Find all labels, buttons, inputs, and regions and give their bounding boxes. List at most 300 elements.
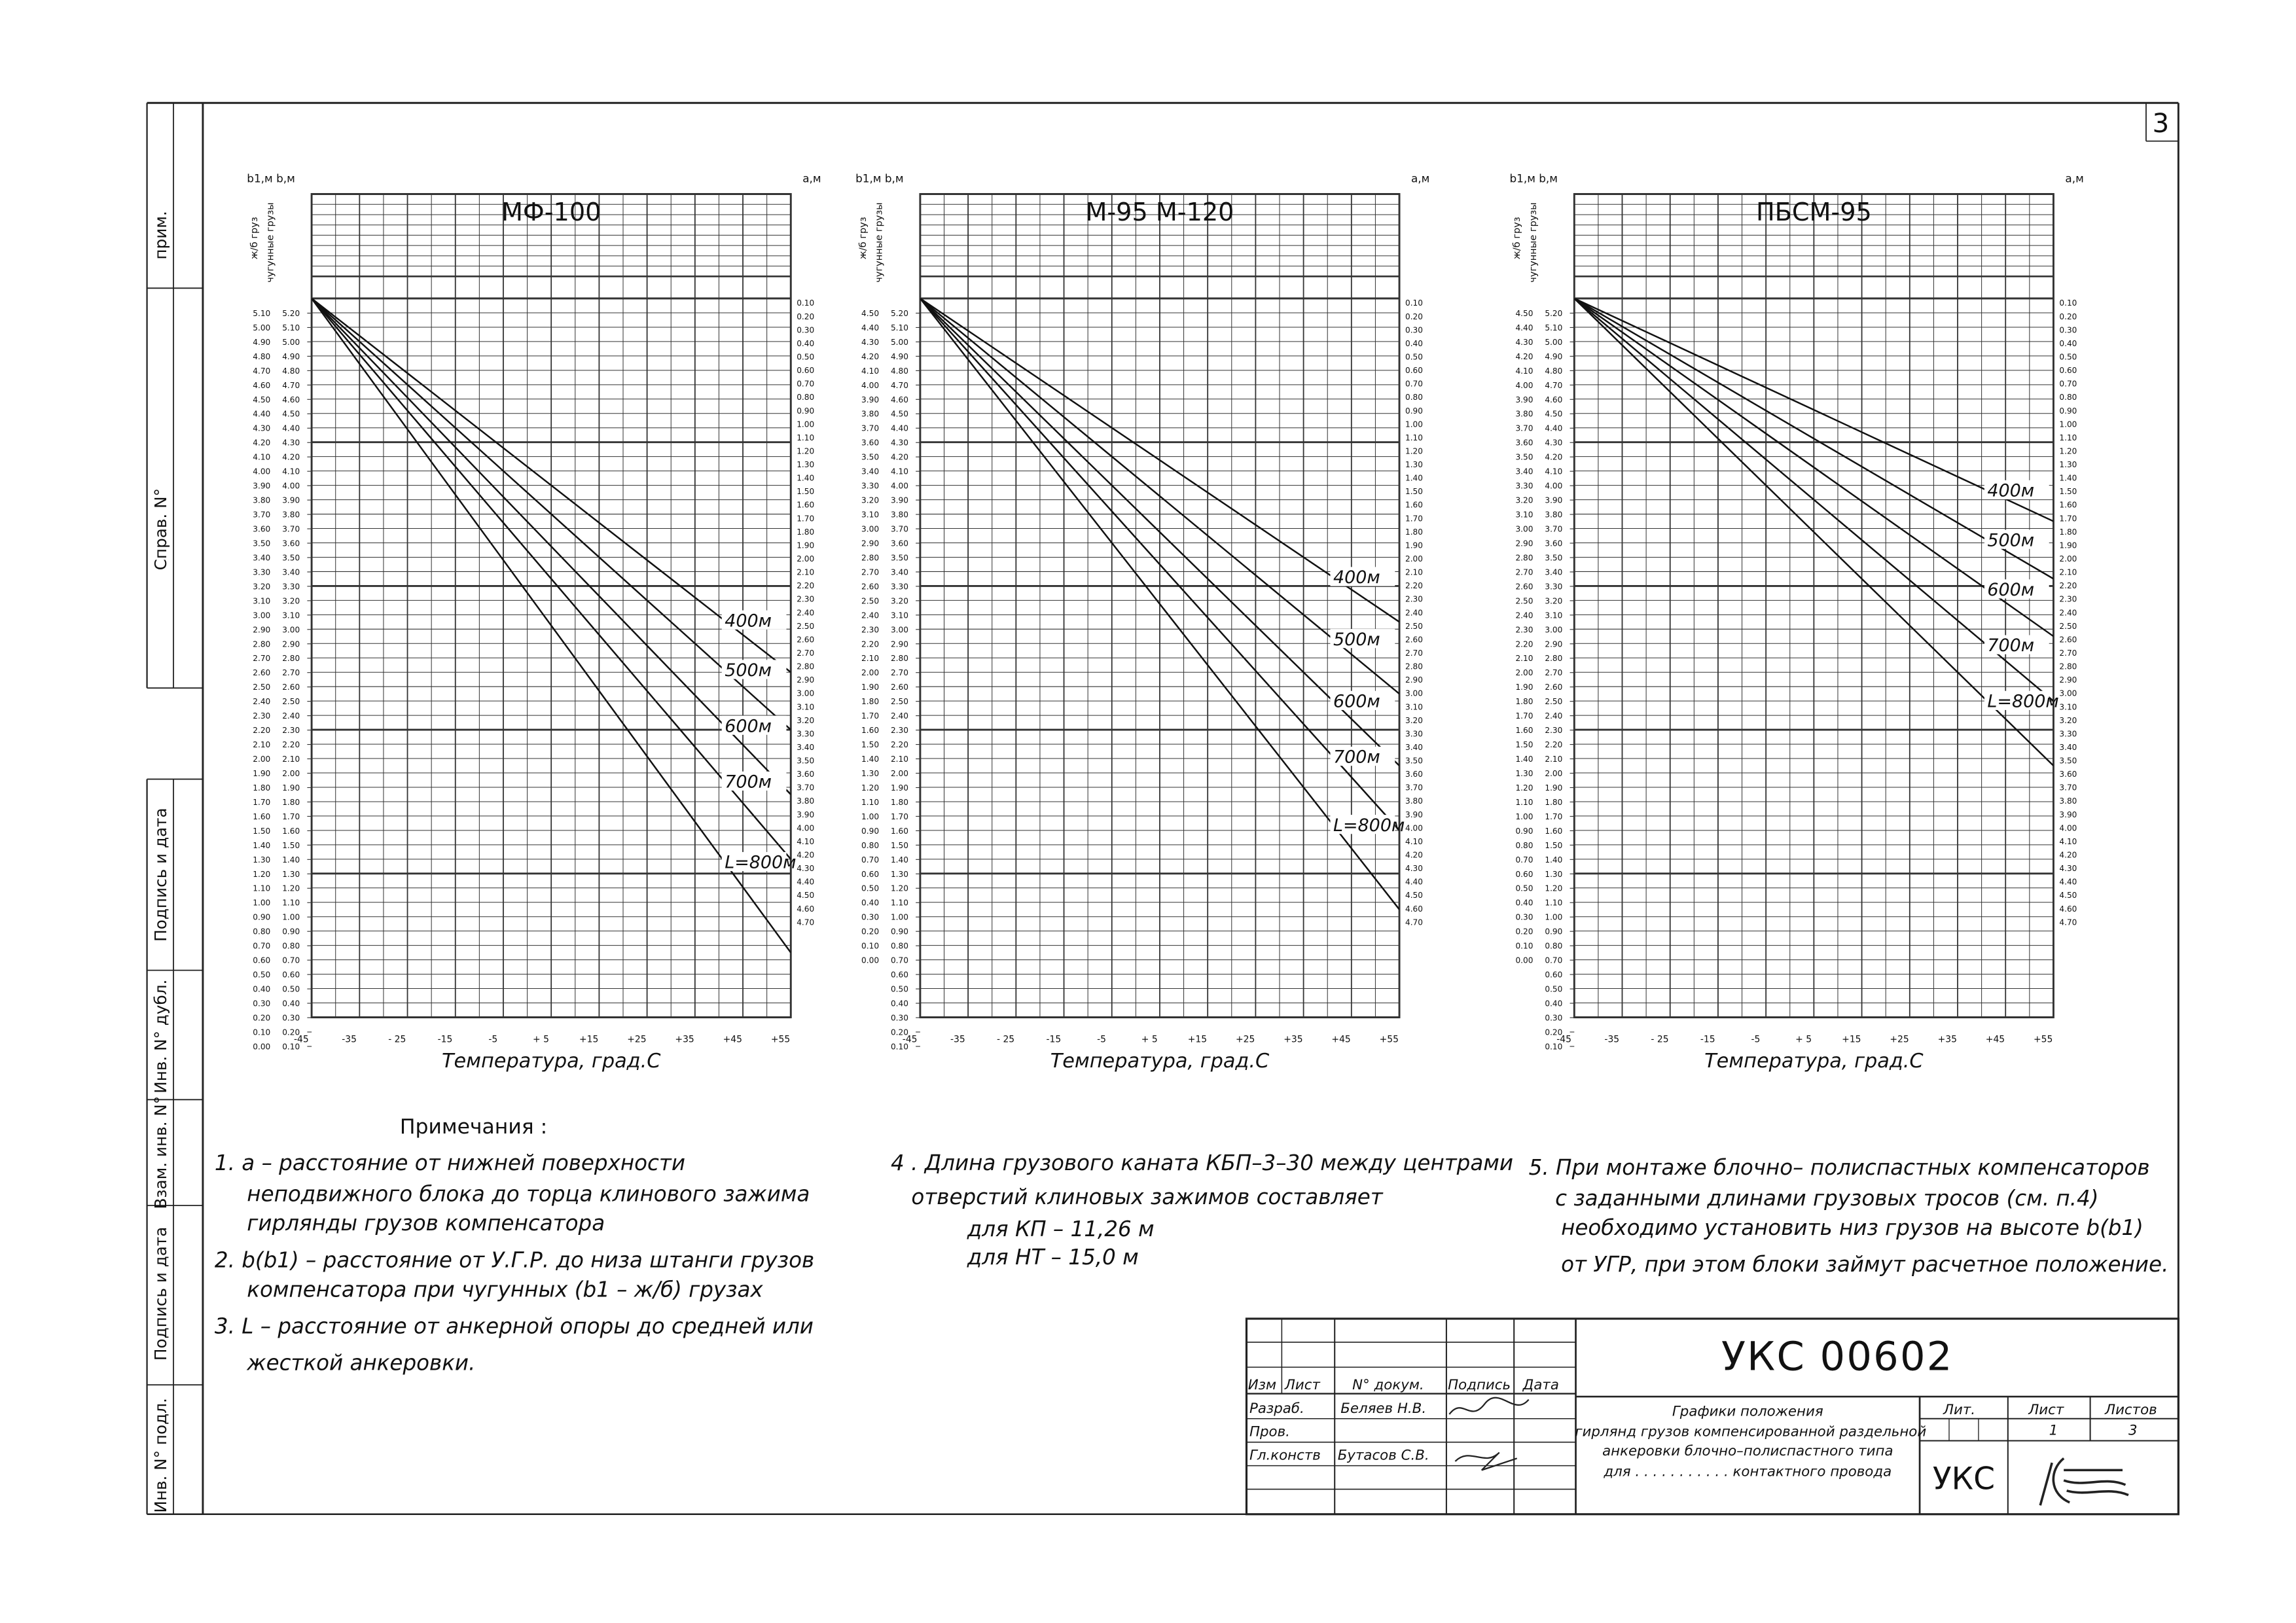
b-tick-label: 2.70 (1545, 668, 1563, 678)
b-tick-label: 0.60 (890, 970, 908, 980)
b1-tick-label: 4.80 (253, 351, 271, 361)
org-name: УКС (1932, 1461, 1996, 1497)
a-tick-label: 0.30 (797, 325, 815, 335)
b1-tick-label: 4.40 (1515, 323, 1534, 332)
a-tick-label: 4.60 (1405, 904, 1423, 914)
b1-tick-label: 1.00 (1515, 812, 1534, 821)
a-tick-label: 4.30 (2059, 864, 2077, 874)
b1-tick-label: 1.40 (1515, 755, 1534, 764)
b-tick-label: 2.20 (1545, 740, 1563, 750)
signature-razrab (1449, 1398, 1528, 1414)
b-tick-label: 4.20 (890, 452, 908, 462)
b1-tick-label: 4.30 (861, 337, 880, 347)
b1-tick-label: 3.20 (253, 582, 271, 592)
b1-tick-label: 2.80 (1515, 553, 1534, 563)
b-tick-label: 0.30 (890, 1013, 908, 1023)
b1-tick-label: 1.20 (1515, 783, 1534, 793)
b-tick-label: 4.60 (1545, 395, 1563, 404)
a-tick-label: 3.90 (1405, 810, 1423, 819)
b1-tick-label: 3.40 (1515, 467, 1534, 476)
a-tick-label: 1.10 (797, 433, 815, 442)
a-tick-label: 2.00 (1405, 554, 1423, 564)
x-tick-label: -5 (488, 1034, 498, 1045)
b-tick-label: 2.60 (890, 683, 908, 692)
b1-tick-label: 5.00 (253, 323, 271, 332)
note-3-line-1: 3. L – расстояние от анкерной опоры до средней или (214, 1313, 814, 1339)
series-label: 700м (1333, 747, 1380, 768)
b1-tick-label: 3.70 (861, 423, 880, 433)
b-tick-label: 1.50 (282, 840, 300, 850)
x-tick-label: +35 (1283, 1034, 1303, 1045)
b-tick-label: 3.90 (1545, 495, 1563, 505)
b-tick-label: 1.30 (282, 869, 300, 879)
a-tick-label: 4.10 (797, 836, 815, 846)
sheets-value: 3 (2128, 1422, 2138, 1439)
b1-tick-label: 0.00 (861, 955, 880, 965)
title-block (1246, 1319, 2178, 1514)
y-left-header: b1,м b,м (247, 171, 295, 185)
b1-tick-label: 1.60 (253, 812, 271, 821)
b-tick-label: 4.20 (1545, 452, 1563, 462)
b1-tick-label: 0.40 (861, 898, 880, 908)
b1-tick-label: 4.20 (861, 351, 880, 361)
note-4-line-3: для КП – 11,26 м (967, 1217, 1155, 1242)
b1-tick-label: 1.50 (1515, 740, 1534, 750)
b-tick-label: 4.90 (1545, 351, 1563, 361)
a-tick-label: 0.90 (1405, 406, 1423, 416)
b1-tick-label: 0.20 (1515, 927, 1534, 936)
side-label-kb: ж/б груз (857, 217, 869, 260)
b-tick-label: 4.10 (890, 467, 908, 476)
b-tick-label: 4.90 (282, 351, 300, 361)
b1-tick-label: 1.80 (861, 697, 880, 707)
a-tick-label: 4.20 (797, 850, 815, 860)
series-label: 700м (1987, 635, 2035, 656)
b1-tick-label: 1.10 (253, 883, 271, 893)
sheet-value: 1 (2049, 1422, 2058, 1439)
strip-podpis-data-2: Подпись и дата (151, 1226, 170, 1361)
b-tick-label: 1.30 (1545, 869, 1563, 879)
b1-tick-label: 4.30 (1515, 337, 1534, 347)
a-tick-label: 0.60 (1405, 366, 1423, 376)
b-tick-label: 1.30 (890, 869, 908, 879)
b1-tick-label: 3.40 (861, 467, 880, 476)
a-tick-label: 1.40 (797, 473, 815, 483)
b-tick-label: 0.60 (1545, 970, 1563, 980)
b-tick-label: 3.00 (1545, 625, 1563, 635)
b1-tick-label: 1.10 (861, 797, 880, 807)
b1-tick-label: 3.30 (1515, 481, 1534, 491)
b-tick-label: 4.70 (1545, 380, 1563, 390)
a-tick-label: 1.40 (1405, 473, 1423, 483)
b-tick-label: 2.30 (282, 726, 300, 736)
a-tick-label: 2.70 (2059, 648, 2077, 658)
a-tick-label: 2.50 (797, 621, 815, 631)
b-tick-label: 0.70 (282, 955, 300, 965)
b1-tick-label: 3.10 (1515, 510, 1534, 520)
a-tick-label: 0.90 (2059, 406, 2077, 416)
chart-pbsm-95 (1509, 172, 2083, 1073)
b1-tick-label: 4.60 (253, 380, 271, 390)
note-5-line-3: необходимо установить низ грузов на высоте b(b1) (1561, 1215, 2144, 1240)
b1-tick-label: 1.60 (1515, 726, 1534, 736)
a-tick-label: 2.30 (1405, 594, 1423, 604)
b1-tick-label: 3.60 (253, 524, 271, 534)
b-tick-label: 4.60 (282, 395, 300, 404)
series-label: 600м (725, 716, 772, 737)
b-tick-label: 1.70 (1545, 812, 1563, 821)
b-tick-label: 3.80 (890, 510, 908, 520)
a-tick-label: 1.30 (797, 460, 815, 470)
a-tick-label: 0.70 (2059, 379, 2077, 389)
desc-line-1: Графики положения (1672, 1403, 1823, 1420)
page-number: 3 (2152, 107, 2170, 139)
b-tick-label: 1.40 (1545, 855, 1563, 865)
a-tick-label: 0.10 (797, 298, 815, 308)
a-tick-label: 1.90 (2059, 541, 2077, 550)
role-razrab: Разраб. (1249, 1400, 1304, 1417)
sheets-label: Листов (2105, 1402, 2157, 1419)
a-tick-label: 1.40 (2059, 473, 2077, 483)
note-5-line-4: от УГР, при этом блоки займут расчетное положение. (1561, 1252, 2169, 1277)
a-tick-label: 3.10 (2059, 702, 2077, 712)
b-tick-label: 3.40 (1545, 567, 1563, 577)
b-tick-label: 2.00 (1545, 768, 1563, 778)
b-tick-label: 2.00 (282, 768, 300, 778)
b1-tick-label: 2.60 (1515, 582, 1534, 592)
x-tick-label: +25 (627, 1034, 647, 1045)
b-tick-label: 1.00 (282, 912, 300, 922)
b-tick-label: 3.80 (282, 510, 300, 520)
a-tick-label: 0.60 (2059, 366, 2077, 376)
left-strip (151, 211, 170, 1512)
b-tick-label: 5.20 (890, 308, 908, 318)
a-tick-label: 1.60 (2059, 500, 2077, 510)
b-tick-label: 5.00 (1545, 337, 1563, 347)
a-tick-label: 1.80 (2059, 527, 2077, 537)
b1-tick-label: 4.50 (1515, 308, 1534, 318)
b-tick-label: 4.10 (1545, 467, 1563, 476)
b-tick-label: 4.40 (282, 423, 300, 433)
series-label: 400м (1987, 480, 2035, 501)
b-tick-label: 1.70 (282, 812, 300, 821)
a-tick-label: 4.10 (2059, 836, 2077, 846)
a-tick-label: 1.10 (2059, 433, 2077, 442)
b-tick-label: 2.90 (890, 639, 908, 649)
b1-tick-label: 3.70 (1515, 423, 1534, 433)
b-tick-label: 3.30 (282, 582, 300, 592)
b-tick-label: 2.80 (890, 654, 908, 664)
col-izm: Изм (1247, 1376, 1277, 1393)
b1-tick-label: 3.60 (1515, 438, 1534, 448)
a-tick-label: 3.00 (1405, 688, 1423, 698)
b-tick-label: 2.20 (890, 740, 908, 750)
b-tick-label: 2.80 (1545, 654, 1563, 664)
b-tick-label: 4.60 (890, 395, 908, 404)
a-tick-label: 2.40 (2059, 608, 2077, 618)
a-tick-label: 1.90 (797, 541, 815, 550)
x-tick-label: - 25 (1651, 1034, 1669, 1045)
b-tick-label: 2.70 (282, 668, 300, 678)
x-tick-label: +15 (579, 1034, 599, 1045)
b1-tick-label: 3.90 (1515, 395, 1534, 404)
b-tick-label: 4.30 (282, 438, 300, 448)
b1-tick-label: 1.50 (253, 826, 271, 836)
a-tick-label: 3.40 (1405, 742, 1423, 752)
b-tick-label: 3.10 (890, 611, 908, 620)
b-tick-label: 3.50 (1545, 553, 1563, 563)
b-tick-label: 4.40 (890, 423, 908, 433)
side-label-chug: чугунные грузы (1527, 202, 1539, 283)
b-tick-label: 4.80 (1545, 366, 1563, 376)
lit-label: Лит. (1943, 1402, 1976, 1419)
b-tick-label: 1.90 (1545, 783, 1563, 793)
a-tick-label: 4.70 (2059, 918, 2077, 927)
series-label: 600м (1333, 691, 1380, 712)
a-tick-label: 2.60 (1405, 635, 1423, 645)
x-tick-label: -35 (342, 1034, 357, 1045)
b1-tick-label: 3.20 (861, 495, 880, 505)
b1-tick-label: 1.30 (861, 768, 880, 778)
b-tick-label: 3.10 (282, 611, 300, 620)
b-tick-label: 1.90 (282, 783, 300, 793)
note-4-line-4: для НТ – 15,0 м (967, 1244, 1139, 1270)
b-tick-label: 4.30 (890, 438, 908, 448)
b-tick-label: 0.20 (890, 1027, 908, 1037)
x-axis-label: Температура, град.С (441, 1049, 661, 1073)
a-tick-label: 4.00 (2059, 823, 2077, 833)
a-tick-label: 0.70 (797, 379, 815, 389)
b-tick-label: 3.90 (890, 495, 908, 505)
b-tick-label: 1.60 (282, 826, 300, 836)
a-tick-label: 4.40 (797, 877, 815, 887)
b-tick-label: 1.70 (890, 812, 908, 821)
a-tick-label: 1.20 (797, 446, 815, 456)
b1-tick-label: 2.50 (253, 683, 271, 692)
b-tick-label: 4.10 (282, 467, 300, 476)
a-tick-label: 2.10 (2059, 567, 2077, 577)
a-tick-label: 1.20 (2059, 446, 2077, 456)
a-tick-label: 0.50 (1405, 352, 1423, 362)
b-tick-label: 0.80 (890, 941, 908, 951)
b-tick-label: 5.10 (282, 323, 300, 332)
b-tick-label: 0.70 (1545, 955, 1563, 965)
b1-tick-label: 2.20 (861, 639, 880, 649)
b1-tick-label: 3.50 (1515, 452, 1534, 462)
chart-grid (1574, 194, 2053, 1018)
b1-tick-label: 1.90 (861, 683, 880, 692)
x-tick-label: +55 (1379, 1034, 1399, 1045)
b1-tick-label: 0.20 (253, 1013, 271, 1023)
b-tick-label: 0.20 (1545, 1027, 1563, 1037)
note-5-line-1: 5. При монтаже блочно– полиспастных компенсаторов (1528, 1154, 2150, 1180)
note-1-line-3: гирлянды грузов компенсатора (247, 1211, 605, 1236)
series-label: 400м (1333, 567, 1380, 588)
b1-tick-label: 4.50 (861, 308, 880, 318)
b-tick-label: 2.10 (282, 755, 300, 764)
signature-gk (1455, 1452, 1516, 1470)
a-tick-label: 0.60 (797, 366, 815, 376)
b1-tick-label: 1.70 (253, 797, 271, 807)
a-tick-label: 3.00 (2059, 688, 2077, 698)
a-tick-label: 3.20 (797, 715, 815, 725)
b-tick-label: 3.70 (1545, 524, 1563, 534)
a-tick-label: 1.80 (1405, 527, 1423, 537)
b1-tick-label: 1.30 (1515, 768, 1534, 778)
y-right-header: а,м (1411, 171, 1430, 185)
b-tick-label: 1.10 (1545, 898, 1563, 908)
b-tick-label: 3.90 (282, 495, 300, 505)
y-left-header: b1,м b,м (1509, 171, 1558, 185)
b-tick-label: 1.40 (890, 855, 908, 865)
b-tick-label: 3.80 (1545, 510, 1563, 520)
b1-tick-label: 4.40 (861, 323, 880, 332)
b-tick-label: 2.60 (1545, 683, 1563, 692)
a-tick-label: 0.80 (797, 393, 815, 402)
b1-tick-label: 2.20 (1515, 639, 1534, 649)
note-1-line-1: 1. а – расстояние от нижней поверхности (214, 1150, 686, 1176)
a-tick-label: 3.90 (797, 810, 815, 819)
x-tick-label: +45 (1331, 1034, 1351, 1045)
org-logo (2040, 1458, 2128, 1505)
b1-tick-label: 3.80 (1515, 409, 1534, 419)
b-tick-label: 4.50 (282, 409, 300, 419)
b1-tick-label: 5.10 (253, 308, 271, 318)
a-tick-label: 4.40 (1405, 877, 1423, 887)
b-tick-label: 3.70 (282, 524, 300, 534)
b-tick-label: 2.20 (282, 740, 300, 750)
note-2-line-1: 2. b(b1) – расстояние от У.Г.Р. до низа штанги грузов (214, 1247, 815, 1273)
series-label: 400м (725, 611, 772, 632)
b1-tick-label: 4.20 (253, 438, 271, 448)
a-tick-label: 0.80 (2059, 393, 2077, 402)
b1-tick-label: 3.80 (861, 409, 880, 419)
b-tick-label: 4.70 (282, 380, 300, 390)
role-gk: Гл.конств (1249, 1447, 1321, 1464)
b-tick-label: 5.00 (282, 337, 300, 347)
a-tick-label: 4.60 (2059, 904, 2077, 914)
b-tick-label: 0.10 (890, 1042, 908, 1052)
strip-inv-podl: Инв. N° подл. (151, 1398, 170, 1513)
b-tick-label: 3.00 (282, 625, 300, 635)
strip-sprav: Справ. N° (151, 488, 170, 571)
x-tick-label: -5 (1751, 1034, 1761, 1045)
b-tick-label: 2.30 (890, 726, 908, 736)
a-tick-label: 2.20 (1405, 581, 1423, 591)
b1-tick-label: 0.60 (861, 869, 880, 879)
a-tick-label: 1.50 (2059, 487, 2077, 497)
strip-prim: прим. (151, 211, 170, 260)
x-tick-label: - 25 (388, 1034, 406, 1045)
b-tick-label: 0.10 (282, 1042, 300, 1052)
b1-tick-label: 1.10 (1515, 797, 1534, 807)
a-tick-label: 4.00 (797, 823, 815, 833)
a-tick-label: 3.90 (2059, 810, 2077, 819)
b1-tick-label: 1.00 (861, 812, 880, 821)
b1-tick-label: 0.30 (861, 912, 880, 922)
chart-title: М-95 М-120 (1085, 198, 1234, 227)
b-tick-label: 1.60 (890, 826, 908, 836)
b1-tick-label: 2.10 (1515, 654, 1534, 664)
series-label: L=800м (1333, 815, 1405, 836)
strip-podpis-data: Подпись и дата (151, 808, 170, 942)
x-tick-label: -35 (950, 1034, 965, 1045)
note-1-line-2: неподвижного блока до торца клинового зажима (247, 1181, 810, 1207)
x-axis-label: Температура, град.С (1704, 1049, 1924, 1073)
b1-tick-label: 0.00 (253, 1042, 271, 1052)
sheet-label: Лист (2028, 1402, 2064, 1419)
b-tick-label: 0.20 (282, 1027, 300, 1037)
b1-tick-label: 3.50 (253, 539, 271, 548)
b1-tick-label: 0.60 (253, 955, 271, 965)
b-tick-label: 2.10 (1545, 755, 1563, 764)
a-tick-label: 2.80 (2059, 662, 2077, 671)
b-tick-label: 0.30 (282, 1013, 300, 1023)
b1-tick-label: 3.30 (861, 481, 880, 491)
b-tick-label: 0.80 (1545, 941, 1563, 951)
b1-tick-label: 3.30 (253, 567, 271, 577)
b-tick-label: 2.50 (1545, 697, 1563, 707)
b-tick-label: 4.80 (890, 366, 908, 376)
a-tick-label: 3.80 (797, 796, 815, 806)
b-tick-label: 3.60 (1545, 539, 1563, 548)
b1-tick-label: 4.70 (253, 366, 271, 376)
b-tick-label: 2.90 (1545, 639, 1563, 649)
x-tick-label: +15 (1187, 1034, 1208, 1045)
a-tick-label: 1.50 (1405, 487, 1423, 497)
series-label: 500м (1333, 629, 1380, 650)
b1-tick-label: 1.40 (861, 755, 880, 764)
b1-tick-label: 2.90 (861, 539, 880, 548)
b1-tick-label: 0.30 (1515, 912, 1534, 922)
b-tick-label: 2.90 (282, 639, 300, 649)
side-label-chug: чугунные грузы (264, 202, 276, 283)
a-tick-label: 4.70 (1405, 918, 1423, 927)
a-tick-label: 1.00 (1405, 419, 1423, 429)
chart-grid (920, 194, 1399, 1018)
b1-tick-label: 4.10 (861, 366, 880, 376)
a-tick-label: 2.20 (2059, 581, 2077, 591)
chart-title: ПБСМ-95 (1755, 198, 1872, 227)
b1-tick-label: 0.30 (253, 999, 271, 1008)
b-tick-label: 0.60 (282, 970, 300, 980)
b-tick-label: 3.20 (1545, 596, 1563, 606)
note-4-line-1: 4 . Длина грузового каната КБП–3–30 между центрами (890, 1150, 1513, 1176)
a-tick-label: 3.00 (797, 688, 815, 698)
b-tick-label: 1.20 (890, 883, 908, 893)
b-tick-label: 0.90 (1545, 927, 1563, 936)
b-tick-label: 3.70 (890, 524, 908, 534)
b-tick-label: 4.70 (890, 380, 908, 390)
x-tick-label: +45 (723, 1034, 743, 1045)
b1-tick-label: 4.90 (253, 337, 271, 347)
b1-tick-label: 3.10 (253, 596, 271, 606)
a-tick-label: 0.40 (797, 338, 815, 348)
desc-line-2: гирлянд грузов компенсированной раздельной (1575, 1423, 1927, 1440)
notes-heading: Примечания : (399, 1115, 548, 1139)
b1-tick-label: 2.30 (253, 711, 271, 721)
b-tick-label: 2.10 (890, 755, 908, 764)
a-tick-label: 2.10 (1405, 567, 1423, 577)
b-tick-label: 0.90 (890, 927, 908, 936)
a-tick-label: 1.90 (1405, 541, 1423, 550)
b1-tick-label: 2.50 (861, 596, 880, 606)
a-tick-label: 2.00 (2059, 554, 2077, 564)
b-tick-label: 3.40 (282, 567, 300, 577)
b-tick-label: 1.80 (282, 797, 300, 807)
b-tick-label: 1.20 (1545, 883, 1563, 893)
x-tick-label: - 25 (997, 1034, 1015, 1045)
